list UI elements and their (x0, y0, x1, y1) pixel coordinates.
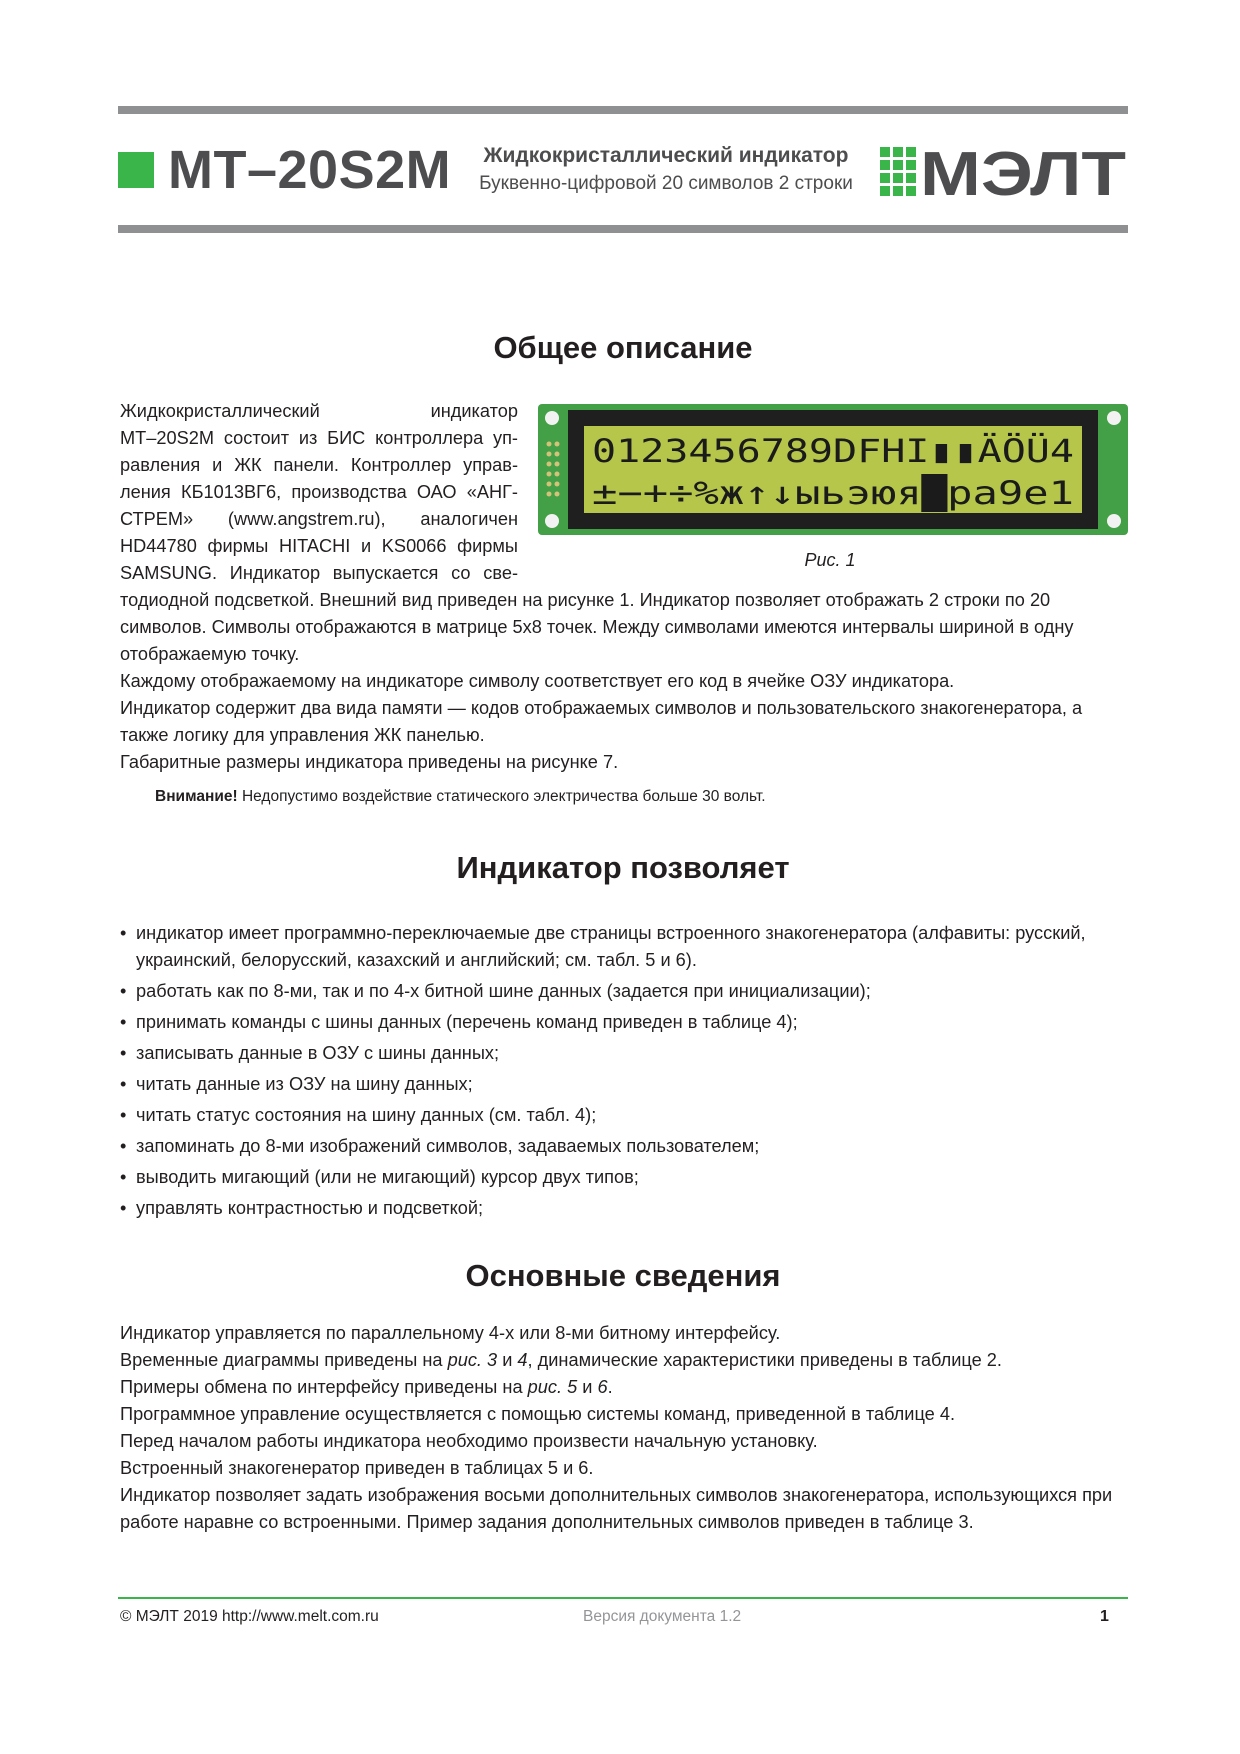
header-top-rule (118, 106, 1128, 114)
paragraph: Примеры обмена по интерфейсу приведены на рис. 5 и 6. (120, 1377, 613, 1397)
model-title: МТ–20S2M (168, 140, 452, 200)
paragraph: Индикатор содержит два вида памяти — кодов отображаемых символов и пользовательского знакогенератора, а также логику для управления ЖК панелью. (120, 698, 1083, 745)
header-green-square (118, 152, 154, 188)
paragraph: Программное управление осуществляется с помощью системы команд, приведенной в таблице 4. (120, 1404, 956, 1424)
list-item: • читать статус состояния на шину данных (см. табл. 4); (120, 1102, 1135, 1129)
footer-copyright: © МЭЛТ 2019 http://www.melt.com.ru (120, 1608, 379, 1625)
list-item: • записывать данные в ОЗУ с шины данных; (120, 1040, 1135, 1067)
intro-line: HD44780 фирмы HITACHI и KS0066 фирмы (120, 536, 518, 556)
paragraph: Встроенный знакогенератор приведен в таблицах 5 и 6. (120, 1458, 594, 1478)
list-item: • выводить мигающий (или не мигающий) курсор двух типов; (120, 1164, 1135, 1191)
list-item: • читать данные из ОЗУ на шину данных; (120, 1071, 1135, 1098)
intro-line: МТ–20S2M состоит из БИС контроллера уп- (120, 428, 518, 448)
list-item: • работать как по 8-ми, так и по 4-х битной шине данных (задается при инициализации); (120, 978, 1135, 1005)
mount-hole (1107, 514, 1121, 528)
list-item: • индикатор имеет программно-переключаемые две страницы встроенного знакогенератора (алфавиты: русский, украинский, белорусский, казахский и английский; см. табл. 5 и 6). (120, 920, 1135, 974)
paragraph: Каждому отображаемому на индикаторе символу соответствует его код в ячейке ОЗУ индикатора. (120, 671, 955, 691)
warning-note (155, 788, 766, 806)
lcd-module-figure (538, 404, 1128, 535)
logo-text: МЭЛТ (920, 145, 1127, 197)
intro-continuation: тодиодной подсветкой. Внешний вид приведен на рисунке 1. Индикатор позволяет отображать 2 строки по 20 символов. Символы отображаются в матрице 5х8 точек. Между символами имеются интервалы шириной в одну отображаемую точку. (120, 590, 1074, 664)
intro-line: СТРЕМ» (www.angstrem.ru), аналогичен (120, 509, 518, 529)
intro-line: SAMSUNG. Индикатор выпускается со све- (120, 563, 518, 583)
section-title-capabilities: Индикатор позволяет (456, 850, 790, 885)
intro-paragraph (120, 398, 518, 587)
capabilities-list (120, 920, 1135, 1226)
intro-line: Жидкокристаллический индикатор (120, 401, 518, 421)
paragraph: Индикатор управляется по параллельному 4-х или 8-ми битному интерфейсу. (120, 1323, 781, 1343)
list-item: • управлять контрастностью и подсветкой; (120, 1195, 1135, 1222)
logo-dot-grid (880, 147, 916, 196)
header-bottom-rule (118, 225, 1128, 233)
page-number: 1 (1100, 1608, 1109, 1625)
paragraph: Временные диаграммы приведены на рис. 3 и 4, динамические характеристики приведены в таблице 2. (120, 1350, 1002, 1370)
melt-logo (880, 145, 1128, 197)
paragraph: Габаритные размеры индикатора приведены на рисунке 7. (120, 752, 619, 772)
list-item: • запоминать до 8-ми изображений символов, задаваемых пользователем; (120, 1133, 1135, 1160)
lcd-line-2: ±−+÷%ж↑↓ыьэюя█pa9e1 (592, 474, 959, 512)
section-title-general: Общее описание (493, 330, 753, 365)
header-subtitle (470, 142, 862, 198)
warning-label: Внимание! (155, 788, 238, 805)
mount-hole (545, 411, 559, 425)
intro-line: ления КБ1013ВГ6, производства ОАО «АНГ- (120, 482, 518, 502)
list-item: • принимать команды с шины данных (перечень команд приведен в таблице 4); (120, 1009, 1135, 1036)
subtitle-line-2: Буквенно-цифровой 20 символов 2 строки (479, 173, 853, 194)
section-title-basics: Основные сведения (465, 1258, 781, 1293)
figure-caption: Рис. 1 (804, 550, 856, 570)
intro-line: равления и ЖК панели. Контроллер управ- (120, 455, 518, 475)
footer-rule (118, 1597, 1128, 1599)
warning-text: Недопустимо воздействие статического электричества больше 30 вольт. (237, 788, 766, 805)
subtitle-line-1: Жидкокристаллический индикатор (483, 144, 849, 167)
paragraph: Индикатор позволяет задать изображения восьми дополнительных символов знакогенератора, использующихся при работе наравне со встроенными. Пример задания дополнительных символов приведен в таблице 3. (120, 1485, 1113, 1532)
paragraph: Перед началом работы индикатора необходимо произвести начальную установку. (120, 1431, 818, 1451)
lcd-line-1: 0123456789DFHI▮▮ÄÖÜ4 (592, 432, 1074, 470)
mount-hole (545, 514, 559, 528)
mount-hole (1107, 411, 1121, 425)
footer-version: Версия документа 1.2 (583, 1608, 742, 1625)
